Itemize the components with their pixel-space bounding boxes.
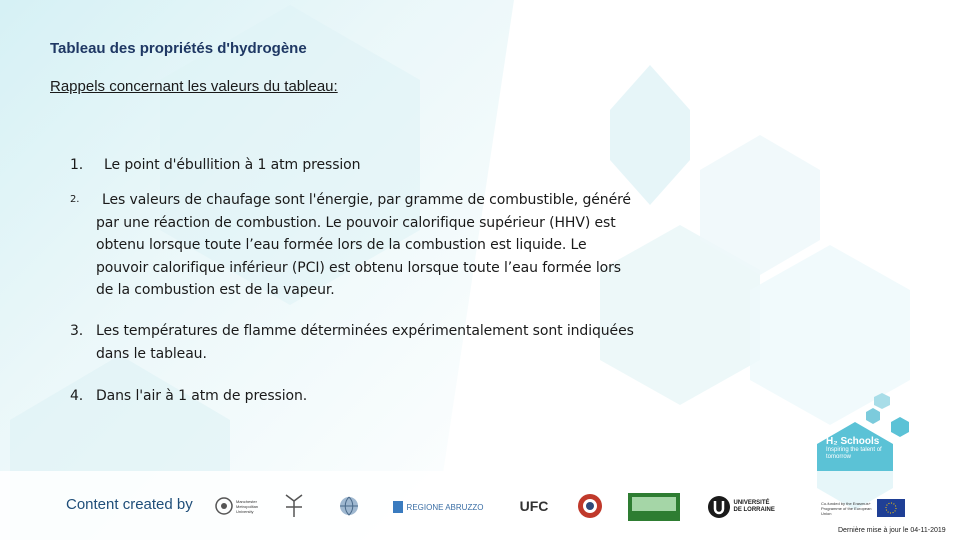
list-number: 3. [70,323,84,339]
h2schools-logo [826,436,896,461]
universite-lorraine-logo: UNIVERSITÉ DE LORRAINE [704,494,778,520]
list-line: Dans l'air à 1 atm de pression. [96,388,308,404]
list-line: de la combustion est de la vapeur. [96,282,335,298]
page-subtitle: Rappels concernant les valeurs du tableau: [50,78,338,95]
manchester-logo: Manchester Metropolitan University [214,494,272,518]
list-line: Les températures de flamme déterminées expérimentalement sont indiquées [96,323,634,339]
list-number: 2. [70,194,80,205]
partner-logo-round [576,492,604,520]
credit-label: Content created by [66,496,193,513]
list-line: Les valeurs de chaufage sont l'énergie, par gramme de combustible, généré [102,192,631,208]
list-line: par une réaction de combustion. Le pouvoir calorifique supérieur (HHV) est [96,214,616,231]
eu-erasmus-logo: Co-funded by the Erasmus+ Programme of the European Union [820,498,906,518]
badge-subtitle: Inspiring the talent of tomorrow [826,447,882,460]
partner-logo-green [628,493,680,521]
list-line: dans le tableau. [96,345,207,362]
badge-title: H₂ Schools [826,436,880,447]
list-line: Le point d'ébullition à 1 atm pression [104,157,361,173]
list-line: pouvoir calorifique inférieur (PCI) est obtenu lorsque toute l’eau formée lors [96,259,621,276]
regione-abruzzo-logo: REGIONE ABRUZZO [388,498,488,516]
list-number: 1. [70,157,84,173]
partner-logo-globe [332,492,366,520]
list-line: obtenu lorsque toute l’eau formée lors de la combustion est liquide. Le [96,237,587,253]
list-number: 4. [70,388,84,404]
manchester-emblem-icon [214,496,234,516]
last-updated-date: Dernière mise à jour le 04-11-2019 [838,527,946,534]
eu-flag-icon [877,499,905,517]
partner-logo-crest [280,492,308,520]
ufc-logo: UFC [519,498,549,514]
page-title: Tableau des propriétés d'hydrogène [50,40,307,57]
